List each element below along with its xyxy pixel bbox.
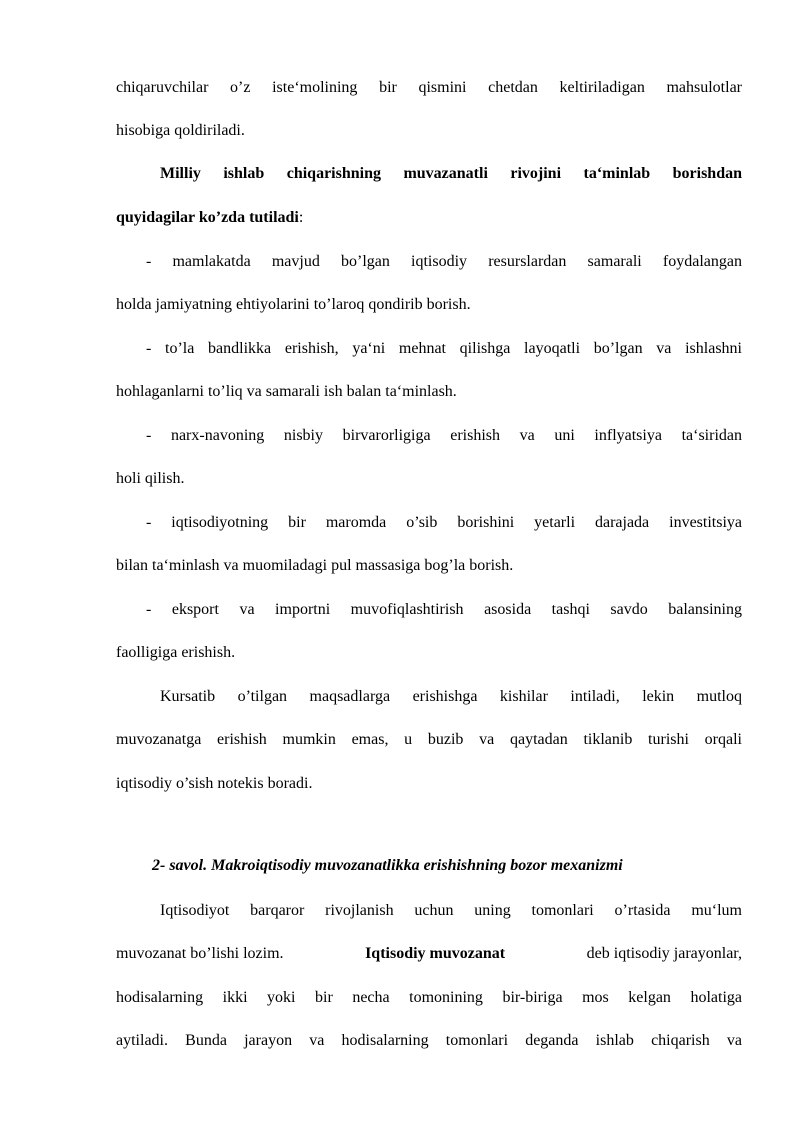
paragraph-line: Kursatib o’tilgan maqsadlarga erishishga kishilar intiladi, lekin mutloq (160, 688, 742, 705)
paragraph-line: aytiladi. Bunda jarayon va hodisalarning tomonlari deganda ishlab chiqarish va (116, 1032, 742, 1049)
list-item-line: holi qilish. (116, 470, 185, 487)
list-item-line: - narx-navoning nisbiy birvarorligiga erishish va uni inflyatsiya ta‘siridan (146, 427, 742, 444)
list-item-line: holda jamiyatning ehtiyolarini to’laroq qondirib borish. (116, 296, 471, 313)
list-item-line: faolligiga erishish. (116, 644, 236, 661)
paragraph-line (116, 944, 742, 964)
list-item-line: bilan ta‘minlash va muomiladagi pul massasiga bog’la borish. (116, 557, 514, 574)
colon: : (298, 209, 304, 226)
paragraph-line: hisobiga qoldiriladi. (116, 122, 245, 139)
list-item-line: - to’la bandlikka erishish, ya‘ni mehnat qilishga layoqatli bo’lgan va ishlashni (146, 340, 742, 357)
text-segment: deb iqtisodiy jarayonlar, (586, 945, 742, 962)
bold-term: Iqtisodiy muvozanat (365, 945, 506, 962)
list-item-line: - mamlakatda mavjud bo’lgan iqtisodiy resurslardan samarali foydalangan (146, 253, 742, 270)
list-item-line: - eksport va importni muvofiqlashtirish asosida tashqi savdo balansining (146, 601, 742, 618)
paragraph-line (116, 208, 742, 228)
paragraph-line: chiqaruvchilar o’z iste‘molining bir qismini chetdan keltiriladigan mahsulotlar (116, 79, 742, 96)
paragraph-line: muvozanatga erishish mumkin emas, u buzib va qaytadan tiklanib turishi orqali (116, 731, 742, 748)
list-item-line: - iqtisodiyotning bir maromda o’sib borishini yetarli darajada investitsiya (146, 514, 742, 531)
section-heading: 2- savol. Makroiqtisodiy muvozanatlikka erishishning bozor mexanizmi (152, 857, 623, 874)
bold-phrase: quyidagilar ko’zda tutiladi (116, 209, 299, 226)
list-item-line: hohlaganlarni to’liq va samarali ish balan ta‘minlash. (116, 383, 457, 400)
paragraph-line: iqtisodiy o’sish notekis boradi. (116, 775, 313, 792)
paragraph-line: Iqtisodiyot barqaror rivojlanish uchun uning tomonlari o’rtasida mu‘lum (160, 902, 742, 919)
paragraph-line: hodisalarning ikki yoki bir necha tomonining bir-biriga mos kelgan holatiga (116, 989, 742, 1006)
text-segment: muvozanat bo’lishi lozim. (116, 945, 284, 962)
paragraph-line-bold: Milliy ishlab chiqarishning muvazanatli rivojini ta‘minlab borishdan (160, 165, 742, 182)
